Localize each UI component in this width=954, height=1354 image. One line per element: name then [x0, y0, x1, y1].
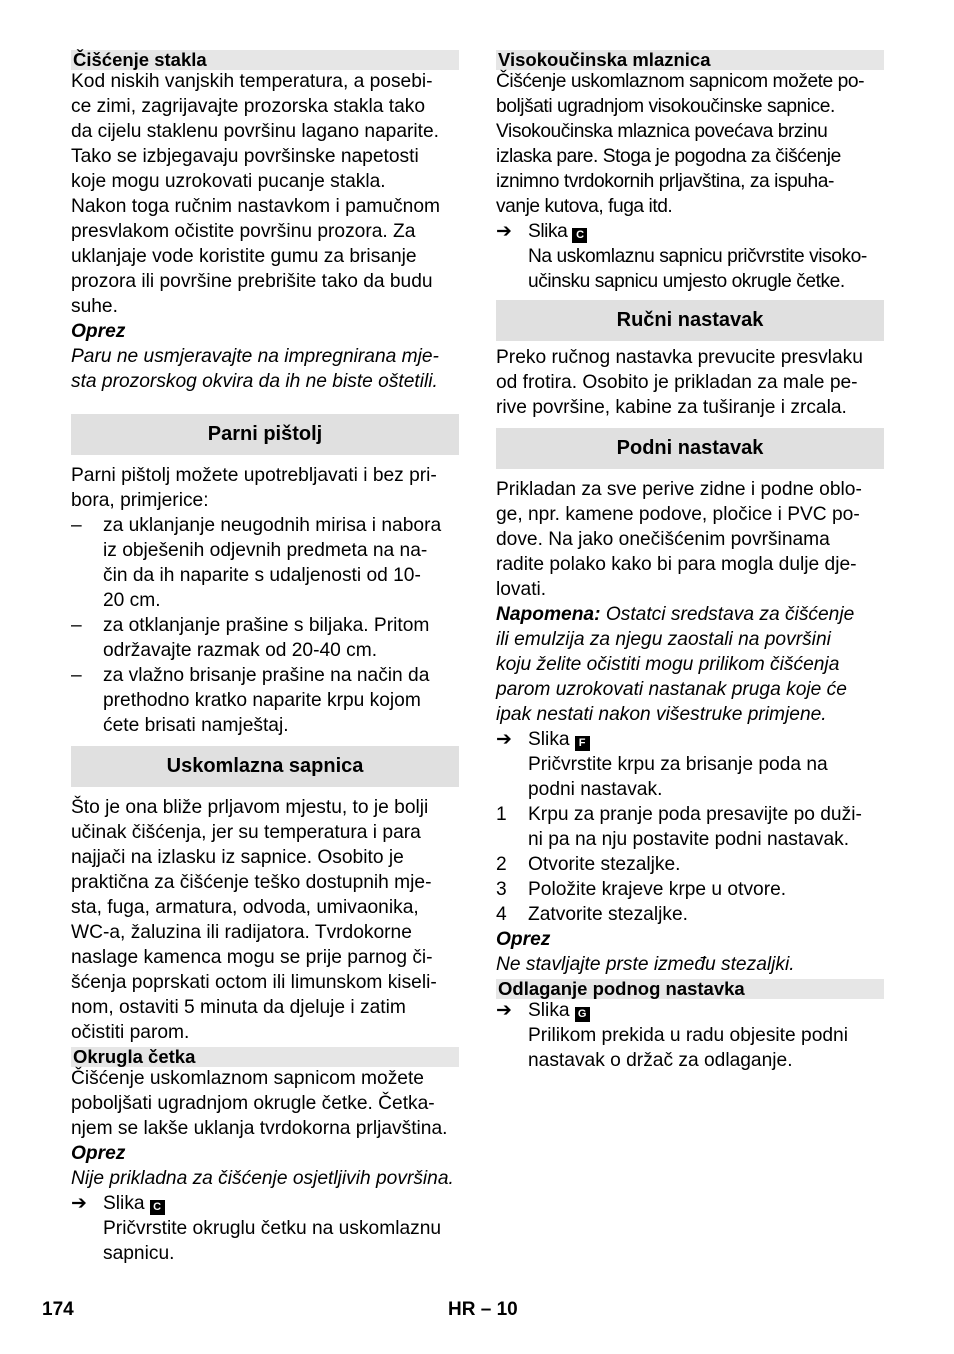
text-line: poboljšati ugradnjom okrugle četke. Četka- — [71, 1093, 435, 1114]
left-column — [71, 50, 459, 1266]
text-line: održavajte razmak od 20-40 cm. — [103, 640, 378, 661]
text-line: Tako se izbjegavaju površinske napetosti — [71, 146, 419, 167]
text-line: ce zimi, zagrijavajte prozorska stakla tako — [71, 96, 426, 117]
text-line: iznimno tvrdokornih prljavština, za ispuha- — [496, 171, 834, 192]
step-item — [496, 902, 884, 927]
text-line: izlaska pare. Stoga je pogodna za čišćenje — [496, 146, 841, 167]
text-line: čin da ih naparite s udaljenosti od 10- — [103, 565, 421, 586]
section-page-label: HR – 10 — [448, 1299, 518, 1320]
text-line: boljšati ugradnjom visokoučinske sapnice. — [496, 96, 835, 117]
step-number: 2 — [496, 854, 507, 875]
caution-text: Nije prikladna za čišćenje osjetljivih površina. — [71, 1168, 454, 1189]
step-number: 4 — [496, 904, 507, 925]
dash-marker: – — [71, 515, 82, 536]
note-label: Napomena: — [496, 604, 601, 625]
text-line: WC-a, žaluzina ili radijatora. Tvrdokorne — [71, 922, 412, 943]
text-line: Kod niskih vanjskih temperatura, a posebi- — [71, 71, 433, 92]
text-line: Što je ona bliže prljavom mjestu, to je bolji — [71, 797, 429, 818]
text-line: presvlakom očistite površinu prozora. Za — [71, 221, 416, 242]
text-line: Parni pištolj možete upotrebljavati i bez pri- — [71, 465, 437, 486]
paragraph-hand-nozzle — [496, 345, 884, 420]
text-line: Prilikom prekida u radu objesite podni — [528, 1025, 848, 1046]
text-line: ge, npr. kamene podove, pločice i PVC po- — [496, 504, 860, 525]
figure-letter-badge: C — [572, 228, 587, 243]
text-line: Na uskomlaznu sapnicu pričvrstite visoko- — [528, 246, 867, 267]
text-line: Otvorite stezaljke. — [528, 854, 681, 875]
figure-label: Slika — [103, 1193, 145, 1214]
text-line: od frotira. Osobito je prikladan za male pe- — [496, 372, 858, 393]
caution-label: Oprez — [496, 929, 551, 950]
note-text: parom uzrokovati nastanak pruga koje će — [496, 679, 847, 700]
step-number: 3 — [496, 879, 507, 900]
text-line: dove. Na jako onečišćenim površinama — [496, 529, 830, 550]
note-text: koju želite očistiti mogu prilikom čišćenja — [496, 654, 840, 675]
text-line: Pričvrstite krpu za brisanje poda na — [528, 754, 828, 775]
heading-cleaning-glass: Čišćenje stakla — [71, 50, 459, 70]
text-line: Visokoučinska mlaznica povećava brzinu — [496, 121, 828, 142]
text-line: ćete brisati namještaj. — [103, 715, 289, 736]
text-line: Nakon toga ručnim nastavkom i pamučnom — [71, 196, 440, 217]
text-line: radite polako kako bi para mogla dulje dje- — [496, 554, 857, 575]
text-line: bora, primjerice: — [71, 490, 209, 511]
step-item — [496, 852, 884, 877]
dash-marker: – — [71, 615, 82, 636]
note-text: ili emulzija za njegu zaostali na površini — [496, 629, 831, 650]
list-item — [71, 613, 459, 663]
text-line: prethodno kratko naparite krpu kojom — [103, 690, 421, 711]
heading-round-brush: Okrugla četka — [71, 1047, 459, 1067]
text-line: učinsku sapnicu umjesto okrugle četke. — [528, 271, 845, 292]
heading-high-performance-nozzle: Visokoučinska mlaznica — [496, 50, 884, 70]
text-line: praktična za čišćenje teško dostupnih mje- — [71, 872, 432, 893]
text-line: Prikladan za sve perive zidne i podne oblo- — [496, 479, 862, 500]
paragraph-high-performance-nozzle — [496, 69, 884, 219]
caution-text: sta prozorskog okvira da ih ne biste oštetili. — [71, 371, 438, 392]
figure-letter-badge: G — [575, 1007, 590, 1022]
paragraph-nozzle — [71, 795, 459, 1045]
text-line: Krpu za pranje poda presavijte po duži- — [528, 804, 862, 825]
section-band-steam-gun: Parni pištolj — [71, 414, 459, 455]
text-line: suhe. — [71, 296, 118, 317]
section-band-nozzle: Uskomlazna sapnica — [71, 746, 459, 787]
right-column — [496, 50, 884, 1073]
text-line: šćenja poprskati octom ili limunskom kiseli- — [71, 972, 437, 993]
text-line: lovati. — [496, 579, 547, 600]
figure-reference — [496, 998, 884, 1073]
figure-label: Slika — [528, 221, 568, 242]
note — [496, 602, 884, 727]
text-line: Zatvorite stezaljke. — [528, 904, 688, 925]
text-line: Pričvrstite okruglu četku na uskomlaznu — [103, 1218, 442, 1239]
caution-text: Ne stavljajte prste između stezaljki. — [496, 954, 795, 975]
text-line: 20 cm. — [103, 590, 161, 611]
figure-letter-badge: C — [150, 1200, 165, 1215]
text-line: nastavak o držač za odlaganje. — [528, 1050, 793, 1071]
text-line: njem se lakše uklanja tvrdokorna prljavština. — [71, 1118, 448, 1139]
figure-label: Slika — [528, 729, 570, 750]
text-line: za uklanjanje neugodnih mirisa i nabora — [103, 515, 442, 536]
text-line: Preko ručnog nastavka prevucite presvlaku — [496, 347, 863, 368]
arrow-right-icon: ➔ — [496, 729, 513, 750]
caution-label: Oprez — [71, 1143, 126, 1164]
text-line: učinak čišćenja, jer su temperatura i para — [71, 822, 421, 843]
step-item — [496, 877, 884, 902]
text-line: sapnicu. — [103, 1243, 175, 1264]
text-line: vanje kutova, fuga itd. — [496, 196, 673, 217]
step-number: 1 — [496, 804, 507, 825]
text-line: za otklanjanje prašine s biljaka. Pritom — [103, 615, 430, 636]
caution-label: Oprez — [71, 321, 126, 342]
text-line: uklanjaje vode koristite gumu za brisanje — [71, 246, 417, 267]
text-line: iz obješenih odjevnih predmeta na na- — [103, 540, 428, 561]
text-line: Položite krajeve krpe u otvore. — [528, 879, 787, 900]
paragraph-cleaning-glass — [71, 69, 459, 319]
text-line: najjači na izlasku iz sapnice. Osobito je — [71, 847, 404, 868]
arrow-right-icon: ➔ — [496, 1000, 513, 1021]
figure-reference — [496, 219, 884, 294]
list-item — [71, 663, 459, 738]
text-line: da cijelu staklenu površinu lagano naparite. — [71, 121, 440, 142]
text-line: Čišćenje uskomlaznom sapnicom možete — [71, 1068, 424, 1089]
page-number: 174 — [42, 1299, 74, 1320]
text-line: nom, ostaviti 5 minuta da djeluje i zatim — [71, 997, 406, 1018]
text-line: za vlažno brisanje prašine na način da — [103, 665, 430, 686]
figure-reference — [496, 727, 884, 802]
text-line: rive površine, kabine za tuširanje i zrcala. — [496, 397, 847, 418]
section-band-floor-nozzle: Podni nastavak — [496, 428, 884, 469]
paragraph-floor-nozzle — [496, 477, 884, 602]
figure-reference — [71, 1191, 459, 1266]
text-line: Čišćenje uskomlaznom sapnicom možete po- — [496, 71, 865, 92]
arrow-right-icon: ➔ — [71, 1193, 88, 1214]
step-item — [496, 802, 884, 852]
heading-storing-floor-nozzle: Odlaganje podnog nastavka — [496, 979, 884, 999]
text-line: ni pa na nju postavite podni nastavak. — [528, 829, 850, 850]
paragraph-steam-gun — [71, 463, 459, 513]
caution-text: Paru ne usmjeravajte na impregnirana mje- — [71, 346, 439, 367]
dash-marker: – — [71, 665, 82, 686]
text-line: sta, fuga, armatura, odvoda, umivaonika, — [71, 897, 419, 918]
arrow-right-icon: ➔ — [496, 221, 513, 242]
figure-label: Slika — [528, 1000, 570, 1021]
list-item — [71, 513, 459, 613]
text-line: očistiti parom. — [71, 1022, 190, 1043]
note-text: ipak nestati nakon višestruke primjene. — [496, 704, 827, 725]
text-line: podni nastavak. — [528, 779, 663, 800]
note-text: Ostatci sredstava za čišćenje — [600, 604, 855, 625]
text-line: prozora ili površine prebrišite tako da budu — [71, 271, 433, 292]
section-band-hand-nozzle: Ručni nastavak — [496, 300, 884, 341]
text-line: koje mogu uzrokovati pucanje stakla. — [71, 171, 386, 192]
text-line: naslage kamenca mogu se prije parnog či- — [71, 947, 433, 968]
figure-letter-badge: F — [575, 736, 590, 751]
